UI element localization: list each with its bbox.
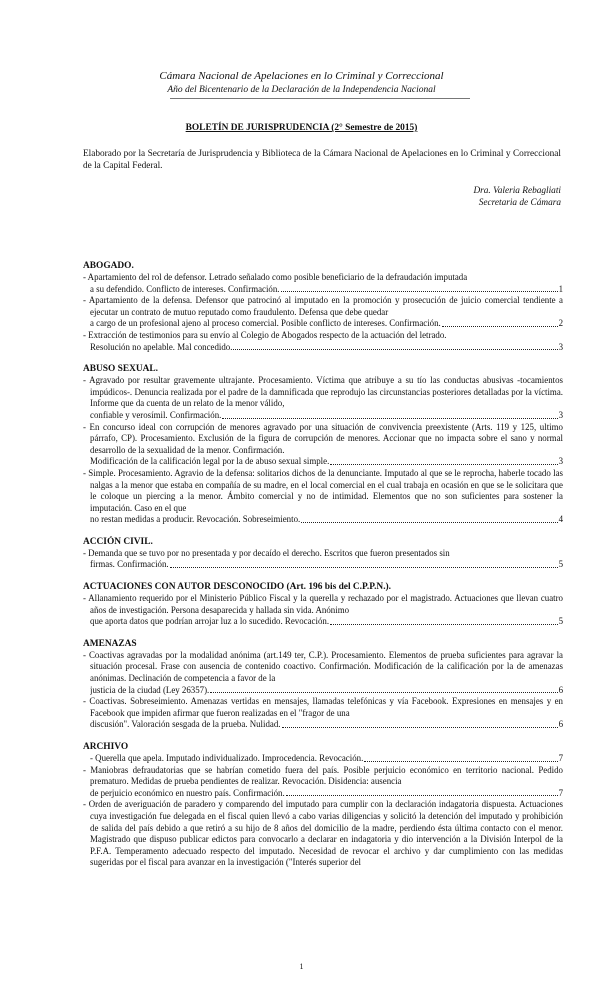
section-heading: ACCIÓN CIVIL. [83,536,153,547]
entry-last-line [90,456,563,468]
entry-text-end: - Querella que apela. Imputado individualizado. Improcedencia. Revocación. [90,753,364,763]
entry-last-line [90,753,563,765]
dot-leader [364,761,557,762]
entry-page-number: 6 [558,719,563,730]
dot-leader [210,692,557,693]
dot-leader [301,522,557,523]
entry-page-number: 1 [558,283,563,294]
entry-text-end: no restan medidas a producir. Revocación. Sobreseimiento. [90,514,301,525]
section-heading: ACTUACIONES CON AUTOR DESCONOCIDO (Art. 196 bis del C.P.P.N.). [83,582,392,593]
dot-leader [281,291,558,292]
entry-page-number: 3 [558,456,563,467]
index-entry[interactable] [83,422,563,468]
entry-last-line [90,616,563,628]
index-entry[interactable] [83,593,563,628]
dot-leader [170,567,558,568]
entry-text-end: que aporta datos que podrían arrojar luz a lo sucedido. Revocación. [90,616,330,627]
dot-leader [330,464,557,465]
index-entry[interactable] [83,650,563,696]
index-section [83,581,563,628]
year-motto: Año del Bicentenario de la Declaración de la Independencia Nacional [167,85,436,95]
entry-last-line [90,685,563,697]
index-entry[interactable] [83,295,563,330]
index-entry[interactable] [83,799,563,869]
entry-text: - Agravado por resultar gravemente ultrajante. Procesamiento. Víctima que atribuye a su tío las conductas abusivas -tocamientos impúdicos-. Denuncia realizada por el padre de la damnificada que reprodujo las circunstancias posteriores detalladas por la víctima. Informe que da cuenta de un relato de la menor válido, [83,375,563,409]
entry-last-line [90,318,563,330]
index-entry[interactable] [83,330,563,353]
entry-last-line [90,284,563,296]
entry-text-end: a su defendido. Conflicto de intereses. Confirmación. [90,283,280,294]
page-number: 1 [299,962,304,971]
court-name: Cámara Nacional de Apelaciones en lo Criminal y Correccional [159,70,444,82]
dot-leader [222,418,557,419]
entry-text: - En concurso ideal con corrupción de menores agravado por una situación de convivencia preexistente (Arts. 119 y 125, ultimo párrafo, CP). Procesamiento. Exclusión de la figura de corrupción de menores. Accionar que no impacta sobre el sano y normal desarrollo de la sexualidad de la menor. Confirmación. [83,421,563,455]
bulletin-title: BOLETÍN DE JURISPRUDENCIA (2° Semestre de 2015) [185,123,418,133]
entry-text-end: discusión". Valoración sesgada de la prueba. Nulidad. [90,719,281,730]
intro-paragraph: Elaborado por la Secretaría de Jurisprudencia y Biblioteca de la Cámara Nacional de Apelaciones en lo Criminal y Correccional de la Capital Federal. [83,149,561,171]
entry-text: - Allanamiento requerido por el Ministerio Público Fiscal y la querella y rechazado por el magistrado. Actuaciones que llevan cuatro años de investigación. Persona desaparecida y hallada sin vida. Anónimo [83,593,563,615]
entry-text-end: confiable y verosímil. Confirmación. [90,409,222,420]
entry-text: - Coactivas agravadas por la modalidad anónima (art.149 ter, C.P.). Procesamiento. Elementos de prueba suficientes para agravar la situación procesal. Frase con ausencia de contenido coactivo. Confirmación. Modificación de la calificación por la de amenazas anónimas. Declinación de competencia a favor de la [83,649,563,684]
index-entry[interactable] [83,696,563,731]
index-entry[interactable] [83,272,563,295]
entry-text-end: justicia de la ciudad (Ley 26357). [90,684,210,695]
entry-page-number: 7 [558,753,563,763]
dot-leader [442,326,558,327]
entry-page-number: 4 [558,514,563,525]
index-list [83,260,563,879]
section-heading: ABOGADO. [83,261,134,271]
entry-text: - Simple. Procesamiento. Agravio de la defensa: solitarios dichos de la denunciante. Imputado al que se le reprocha, haberle tocado las nalgas a la menor que estaba en compañía de su madre, en el local comercial en el cual trabaja en ocasión en que se le solicitara que le coloque un piercing a la menor. Ámbito comercial y no de intimidad. Elementos que no son suficientes para sostener la imputación. Caso en el que [83,467,563,513]
entry-page-number: 6 [558,684,563,695]
entry-text: - Maniobras defraudatorias que se habrían cometido fuera del país. Posible perjuicio económico en territorio nacional. Pedido prematuro. Medidas de prueba pendientes de realizar. Revocación. Disidencia: ausencia [83,764,563,787]
index-section [83,536,563,571]
section-heading: AMENAZAS [83,638,137,649]
entry-text: - Extracción de testimonios para su envío al Colegio de Abogados respecto de la actuación del letrado. [83,329,447,340]
index-section [83,638,563,731]
entry-page-number: 5 [558,559,563,570]
entry-text-end: de perjuicio económico en nuestro país. Confirmación. [90,787,285,798]
section-heading: ARCHIVO [83,742,129,752]
header-divider [170,98,470,99]
index-entry[interactable] [83,753,563,765]
entry-last-line [90,788,563,800]
signature-role: Secretaria de Cámara [478,198,561,208]
entry-text: - Apartamiento del rol de defensor. Letrado señalado como posible beneficiario de la defraudación imputada [83,272,468,282]
index-section [83,260,563,353]
entry-text: - Apartamiento de la defensa. Defensor que patrocinó al imputado en la promoción y prosecución de juicio comercial tendiente a ejecutar un contrato de mutuo reputado como fraudulento. Defensa que debe quedar [83,295,563,317]
entry-page-number: 7 [558,787,563,798]
entry-page-number: 3 [558,409,563,420]
entry-text-end: firmas. Confirmación. [90,559,169,570]
section-heading: ABUSO SEXUAL. [83,364,159,375]
entry-last-line [90,342,563,354]
entry-last-line [90,410,563,422]
entry-text-end: a cargo de un profesional ajeno al proceso comercial. Posible conflicto de intereses. Confirmación. [90,318,441,329]
dot-leader [330,624,558,625]
entry-text-end: Resolución no apelable. Mal concedido. [90,341,233,352]
dot-leader [233,349,557,350]
index-entry[interactable] [83,765,563,800]
entry-last-line [90,514,563,526]
entry-page-number: 2 [558,318,563,329]
entry-text-end: Modificación de la calificación legal por la de abuso sexual simple. [90,456,330,467]
entry-page-number: 3 [558,341,563,352]
index-section [83,363,563,526]
entry-text: - Orden de averiguación de paradero y comparendo del imputado para cumplir con la declaración indagatoria dispuesta. Actuaciones cuya investigación fue delegada en el fiscal quien llevó a cabo varias diligencias y solicitó la detención del imputado y prohibición de salida del país debido a que retiró a su hijo de 8 años del domicilio de la madre, perdiendo ésta última contacto con el menor. Magistrado que dispuso publicar edictos para convocarlo a declarar en indagatoria y dio intervención a la División Interpol de la P.F.A. Temperamento adecuado respecto del imputado. Necesidad de revocar el archivo y dar cumplimiento con las medidas sugeridas por el fiscal para avanzar en la investigación ("Interés superior del [83,799,563,868]
index-section [83,741,563,869]
entry-text: - Demanda que se tuvo por no presentada y por decaído el derecho. Escritos que fueron presentados sin [83,547,450,558]
entry-last-line [90,719,563,731]
dot-leader [286,795,558,796]
signature-block [473,185,561,209]
signature-name: Dra. Valeria Rebagliati [473,186,561,196]
dot-leader [282,727,558,728]
index-entry[interactable] [83,468,563,526]
index-entry[interactable] [83,548,563,571]
entry-page-number: 5 [558,616,563,627]
entry-last-line [90,559,563,571]
entry-text: - Coactivas. Sobreseimiento. Amenazas vertidas en mensajes, llamadas telefónicas y vía Facebook. Expresiones en mensajes y en Facebook que impiden afirmar que fueron realizadas en el "fragor de una [83,696,563,718]
index-entry[interactable] [83,375,563,421]
